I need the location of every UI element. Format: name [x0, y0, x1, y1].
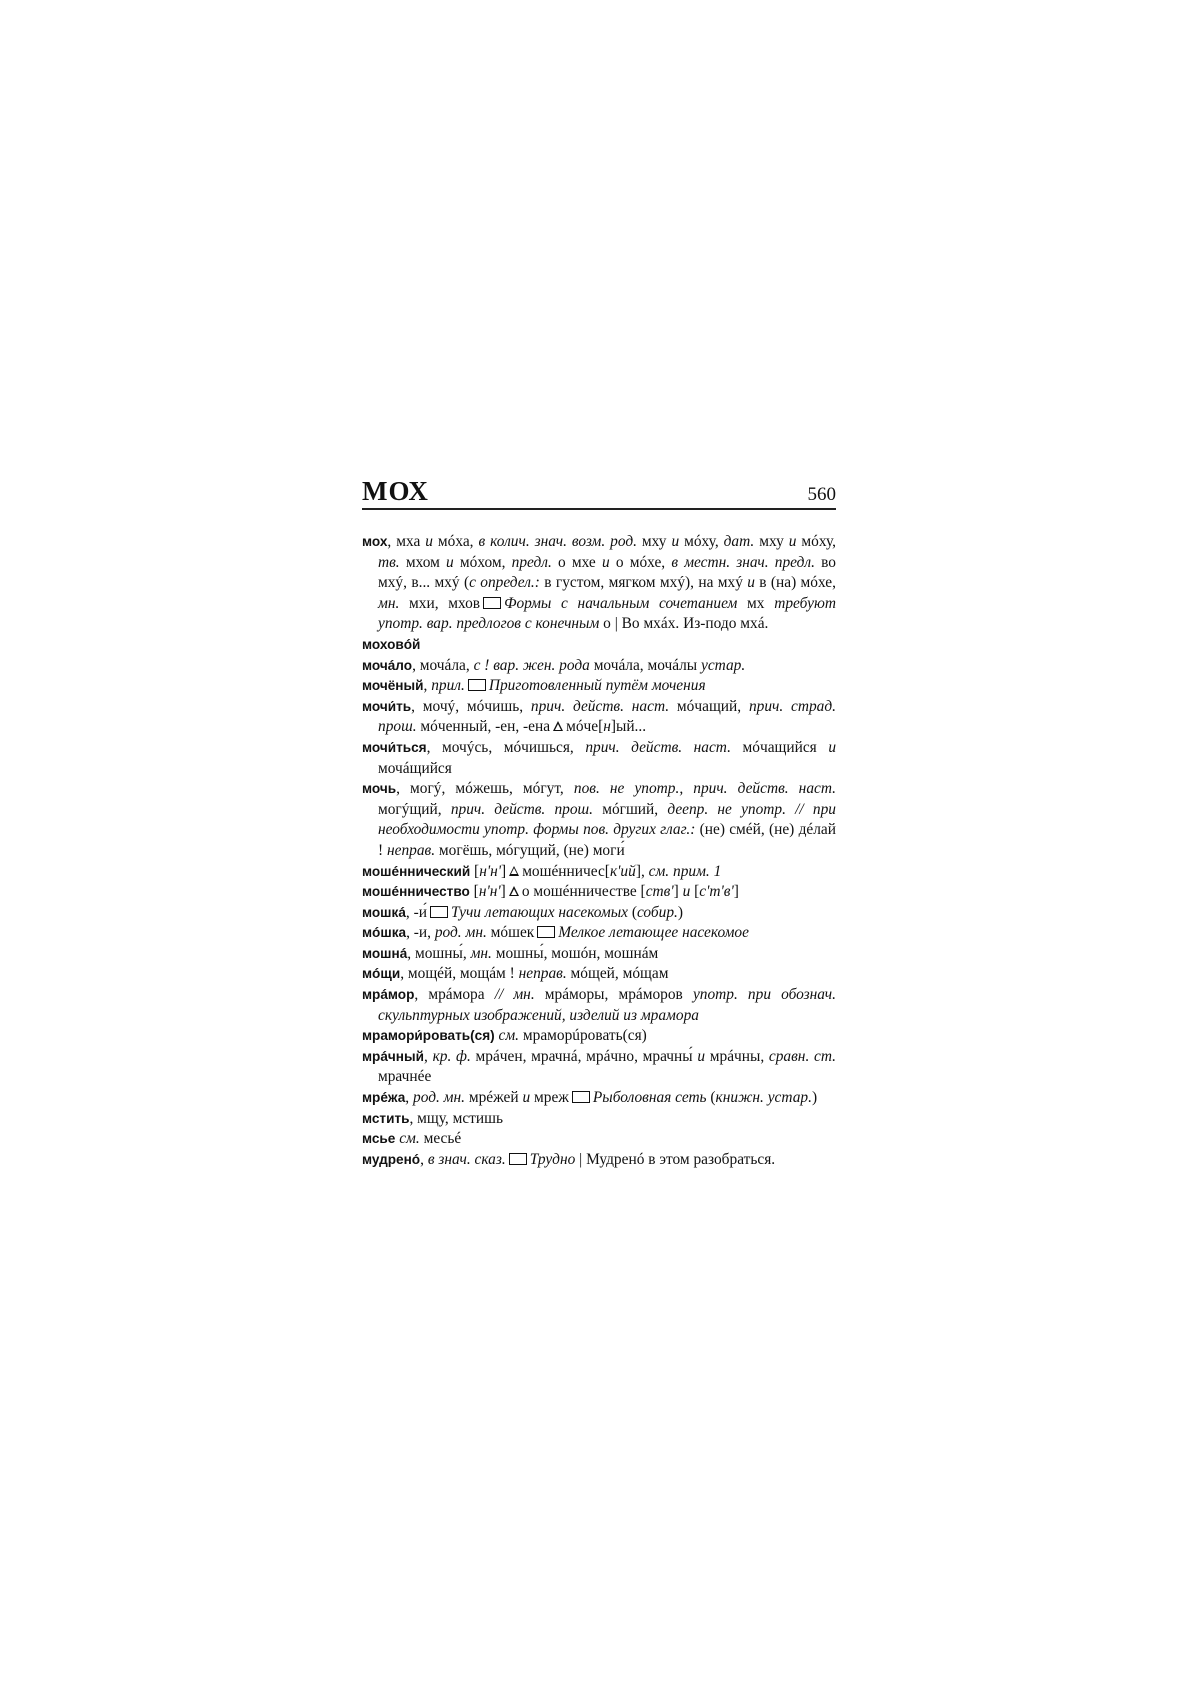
entry-text: мху [754, 533, 789, 550]
headword: мочáло [362, 657, 413, 673]
entry-text: [ [469, 883, 479, 901]
entry-text: мхом [399, 553, 447, 571]
entry-text: (не) смéй, (не) дéлай ! [378, 821, 836, 859]
entry-text: , мошны́, [407, 944, 471, 962]
definition-box-icon [483, 597, 501, 609]
entry-text: мóче[ [566, 718, 604, 736]
entry-text: о мóхе, [609, 553, 672, 571]
entry-text: мрачнéе [378, 1068, 432, 1086]
entry-text: мóгший, [593, 800, 668, 818]
dictionary-entry [362, 903, 836, 924]
grammatical-note: прич. действ. наст. [585, 738, 731, 756]
dictionary-entry [362, 964, 836, 985]
grammatical-note: см. прим. 1 [648, 862, 722, 880]
entry-text: могёшь, мóгущий, (не) моги́ [435, 841, 625, 859]
headword: мсье [362, 1131, 396, 1147]
grammatical-note: н'н' [479, 862, 502, 880]
headword: мочёный [362, 678, 424, 694]
grammatical-note: Рыболовная сеть [592, 1089, 707, 1107]
definition-box-icon [430, 906, 448, 918]
dictionary-entry [362, 1109, 836, 1130]
grammatical-note: требуют употр. вар. предлогов с конечным [378, 594, 836, 633]
entry-text: мх [737, 594, 775, 612]
grammatical-note: и [446, 553, 454, 571]
entry-text: , [405, 1089, 413, 1107]
grammatical-note: деепр. не употр. // при необходимости употр. формы пов. других глаг.: [378, 800, 836, 839]
grammatical-note: пов. не употр., прич. действ. наст. [573, 780, 836, 798]
dictionary-entry [362, 656, 836, 677]
dictionary-entry [362, 882, 836, 903]
entry-text: , мрáмора [414, 986, 495, 1004]
grammatical-note: см. [399, 1130, 420, 1148]
grammatical-note: в знач. сказ. [427, 1150, 506, 1168]
grammatical-note: род. мн. [434, 924, 487, 942]
grammatical-note: прил. [431, 677, 465, 695]
grammatical-note: и [828, 738, 837, 756]
grammatical-note: и [522, 1089, 531, 1107]
headword: мошéнничество [362, 884, 470, 900]
dictionary-entry [362, 1150, 836, 1171]
grammatical-note: ств' [645, 883, 674, 901]
headword: мрáмор [362, 987, 415, 1003]
entry-text: ] [673, 883, 683, 901]
entry-text: мочáщийся [378, 759, 452, 777]
grammatical-note: неправ. [518, 965, 567, 983]
entry-text: мóшек [486, 924, 535, 942]
entry-text: мóчащий, [669, 697, 749, 715]
entry-text: о мхе [551, 553, 602, 571]
entry-text: ] [500, 883, 506, 901]
page-header [362, 478, 836, 510]
grammatical-note: мн. [378, 594, 400, 612]
headword: мóшка [362, 925, 407, 941]
grammatical-note: употр. при обознач. скульптурных изображений, изделий из мрамора [378, 986, 836, 1024]
grammatical-note: прич. действ. прош. [450, 800, 594, 818]
entry-text: , -и́ [405, 903, 427, 921]
headword: мудренó [362, 1151, 421, 1167]
grammatical-note: к'ий [609, 862, 636, 880]
dictionary-entry [362, 862, 836, 883]
headword: мстить [362, 1110, 410, 1126]
grammatical-note: с'т'в' [699, 883, 734, 901]
entry-text: мóху, [679, 533, 724, 550]
entry-text: в густом, мягком мхý), на мхý [539, 574, 748, 592]
headword: мрáчный [362, 1048, 424, 1064]
page-number: 560 [807, 484, 836, 505]
grammatical-note: прич. страд. прош. [378, 697, 837, 736]
definition-box-icon [537, 926, 555, 938]
dictionary-entry [362, 923, 836, 944]
grammatical-note: сравн. ст. [768, 1047, 836, 1065]
grammatical-note: собир. [636, 903, 678, 921]
grammatical-note: и [671, 533, 680, 550]
dictionary-entry [362, 985, 836, 1026]
entry-text: ) [811, 1089, 818, 1107]
entry-text: , мочý, мóчишь, [411, 697, 531, 715]
running-head: МОХ [362, 476, 429, 506]
entry-text: , мощéй, мощáм ! [400, 965, 519, 983]
entry-text: [ [690, 883, 700, 901]
entry-text: мрáморы, мрáморов [534, 986, 693, 1004]
dictionary-entry [362, 532, 836, 635]
grammatical-note: мн. [470, 944, 492, 962]
entry-text: , могý, мóжешь, мóгут, [396, 780, 574, 798]
headword: мошéннический [362, 863, 471, 879]
dictionary-entry [362, 676, 836, 697]
entry-text: мочáла, мочáлы [589, 656, 701, 674]
grammatical-note: с ! вар. жен. рода [473, 656, 590, 674]
entry-text: мóхом, [453, 553, 512, 571]
entry-text: ) [677, 903, 684, 921]
headword: мох [362, 534, 388, 549]
entry-text: , [423, 677, 432, 695]
entry-text: в (на) мóхе, [754, 574, 836, 592]
dictionary-entry [362, 944, 836, 965]
entry-text: ] [733, 883, 739, 901]
entry-text: мраморúровать(ся) [519, 1027, 647, 1045]
grammatical-note: Мелкое летающее насекомое [558, 924, 749, 942]
entry-text: , [424, 1047, 433, 1065]
definition-box-icon [468, 679, 486, 691]
headword: мочь [362, 781, 397, 797]
entry-text: мóчащийся [730, 738, 829, 756]
grammatical-note: с определ.: [469, 574, 540, 592]
headword: мошкá [362, 904, 406, 920]
entry-text: во мхý, в... мхý ( [378, 553, 836, 592]
entry-text: , мочáла, [412, 656, 474, 674]
headword: мошнá [362, 945, 408, 961]
entry-text: ], [635, 862, 649, 880]
entry-text: | Мудренó в этом разобраться. [575, 1150, 776, 1168]
entry-text: месьé [419, 1130, 462, 1148]
grammatical-note: кр. ф. [432, 1047, 471, 1065]
grammatical-note: Тучи летающих насекомых [450, 903, 628, 921]
definition-box-icon [572, 1091, 590, 1103]
grammatical-note: неправ. [386, 841, 436, 859]
entry-text: [ [470, 862, 480, 880]
entry-text: мóщей, мóщам [566, 965, 669, 983]
grammatical-note: и [788, 533, 797, 550]
entry-text: о | Во мхáх. Из-подо мхá. [599, 615, 769, 633]
pronunciation-triangle-icon [509, 866, 519, 876]
grammatical-note: предл. [511, 553, 552, 571]
entry-text: ] [501, 862, 507, 880]
entry-text: о мошéнничестве [ [521, 883, 646, 901]
entry-text: мрáчен, мрачнá, мрáчно, мрачны́ [470, 1047, 698, 1065]
grammatical-note: и [425, 533, 433, 550]
entry-text: мошны́, мошóн, мошнáм [491, 944, 659, 962]
grammatical-note: устар. [700, 656, 746, 674]
headword: мочи́ть [362, 698, 412, 714]
grammatical-note: в колич. знач. возм. род. [478, 533, 637, 550]
dictionary-entry [362, 1026, 836, 1047]
entry-text: мошéнничес[ [522, 862, 610, 880]
grammatical-note: и [697, 1047, 706, 1065]
entry-text: мрéжей [464, 1089, 523, 1107]
entry-text: , [420, 1150, 428, 1168]
grammatical-note: и [747, 574, 755, 592]
dictionary-entry [362, 1047, 836, 1088]
entry-text: ]ый... [610, 718, 647, 736]
dictionary-entry [362, 779, 836, 861]
grammatical-note: в местн. знач. предл. [671, 553, 815, 571]
grammatical-note: н [603, 718, 611, 736]
entry-text: мхи, мхов [399, 594, 481, 612]
grammatical-note: Трудно [529, 1150, 576, 1168]
entry-text: , мха [387, 533, 426, 550]
dictionary-entry [362, 697, 836, 738]
headword: мочи́ться [362, 739, 427, 755]
entry-text: мóха, [432, 533, 479, 550]
headword: мрамори́ровать(ся) [362, 1028, 495, 1044]
grammatical-note: и [601, 553, 610, 571]
grammatical-note: Приготовленный путём мочения [488, 677, 706, 695]
dictionary-entries [362, 532, 836, 1170]
headword: моховóй [362, 636, 421, 652]
headword: мóщи [362, 966, 401, 982]
entry-text: ( [628, 903, 637, 921]
entry-text: мрáчны, [705, 1047, 769, 1065]
pronunciation-triangle-icon [553, 721, 563, 731]
dictionary-entry [362, 738, 836, 779]
grammatical-note: см. [498, 1027, 520, 1045]
definition-box-icon [509, 1153, 527, 1165]
dictionary-entry [362, 1088, 836, 1109]
entry-text: , -и, [406, 924, 435, 942]
grammatical-note: дат. [723, 533, 755, 550]
entry-text: мху [636, 533, 672, 550]
entry-text: ( [706, 1089, 716, 1107]
grammatical-note: Формы с начальным сочетанием [504, 594, 738, 612]
dictionary-entry [362, 1129, 836, 1150]
grammatical-note: книжн. устар. [715, 1089, 812, 1107]
pronunciation-triangle-icon [509, 886, 519, 896]
grammatical-note: // мн. [494, 986, 535, 1004]
entry-text: мреж [530, 1089, 569, 1107]
entry-text: , мочýсь, мóчишься, [426, 738, 586, 756]
grammatical-note: тв. [378, 553, 400, 571]
grammatical-note: род. мн. [413, 1089, 465, 1107]
entry-text: могýщий, [378, 800, 451, 818]
entry-text: мóченный, -ен, -ена [416, 718, 551, 736]
grammatical-note: и [682, 883, 691, 901]
entry-text: мóху, [796, 533, 836, 550]
grammatical-note: н'н' [478, 883, 501, 901]
dictionary-entry [362, 635, 836, 656]
grammatical-note: прич. действ. наст. [530, 697, 670, 715]
headword: мрéжа [362, 1090, 406, 1106]
entry-text: , мщу, мстишь [409, 1109, 504, 1127]
